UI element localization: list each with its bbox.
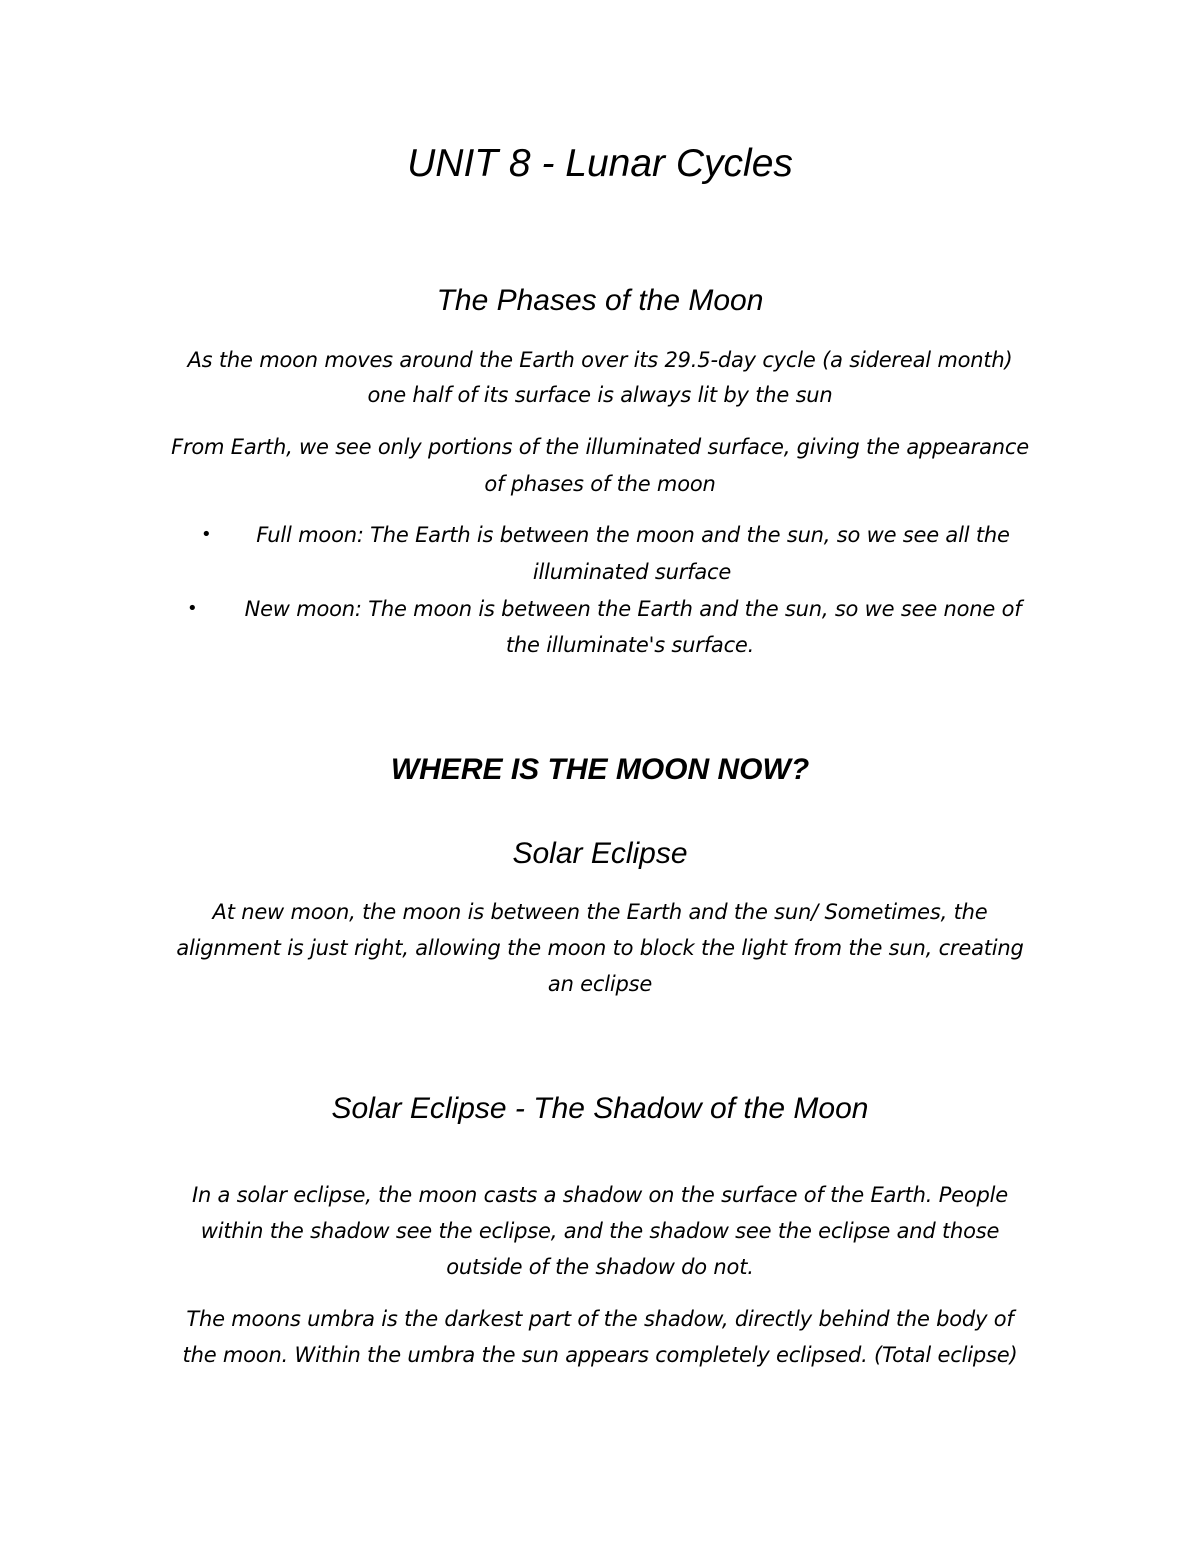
paragraph-line: As the moon moves around the Earth over its 29.5-day cycle (a sidereal month) <box>187 348 1013 372</box>
paragraph-line: one half of its surface is always lit by the sun <box>367 383 833 407</box>
paragraph-line: an eclipse <box>547 972 653 996</box>
bullet-icon: • <box>187 598 198 619</box>
document-title: UNIT 8 - Lunar Cycles <box>407 142 793 185</box>
paragraph-line: In a solar eclipse, the moon casts a shadow on the surface of the Earth. People <box>191 1183 1009 1207</box>
bullet-item-line: illuminated surface <box>532 560 732 584</box>
bullet-item-line: New moon: The moon is between the Earth and the sun, so we see none of <box>244 597 1022 621</box>
bullet-item-line: the illuminate's surface. <box>505 633 755 657</box>
paragraph-line: within the shadow see the eclipse, and the shadow see the eclipse and those <box>200 1219 1000 1243</box>
paragraph-line: of phases of the moon <box>484 472 716 496</box>
section-heading-solar-eclipse: Solar Eclipse <box>512 837 688 870</box>
bullet-item-line: Full moon: The Earth is between the moon and the sun, so we see all the <box>256 523 1010 547</box>
section-heading-where-is-moon: WHERE IS THE MOON NOW? <box>390 753 810 786</box>
paragraph-line: At new moon, the moon is between the Earth and the sun/ Sometimes, the <box>212 900 988 924</box>
bullet-icon: • <box>201 524 212 545</box>
paragraph-line: the moon. Within the umbra the sun appears completely eclipsed. (Total eclipse) <box>182 1343 1018 1367</box>
paragraph-line: outside of the shadow do not. <box>446 1255 754 1279</box>
section-heading-shadow-of-moon: Solar Eclipse - The Shadow of the Moon <box>331 1092 869 1125</box>
paragraph-line: From Earth, we see only portions of the illuminated surface, giving the appearance <box>171 435 1029 459</box>
section-heading-phases: The Phases of the Moon <box>436 284 764 317</box>
paragraph-line: The moons umbra is the darkest part of the shadow, directly behind the body of <box>186 1307 1014 1331</box>
paragraph-line: alignment is just right, allowing the moon to block the light from the sun, creating <box>176 936 1024 960</box>
